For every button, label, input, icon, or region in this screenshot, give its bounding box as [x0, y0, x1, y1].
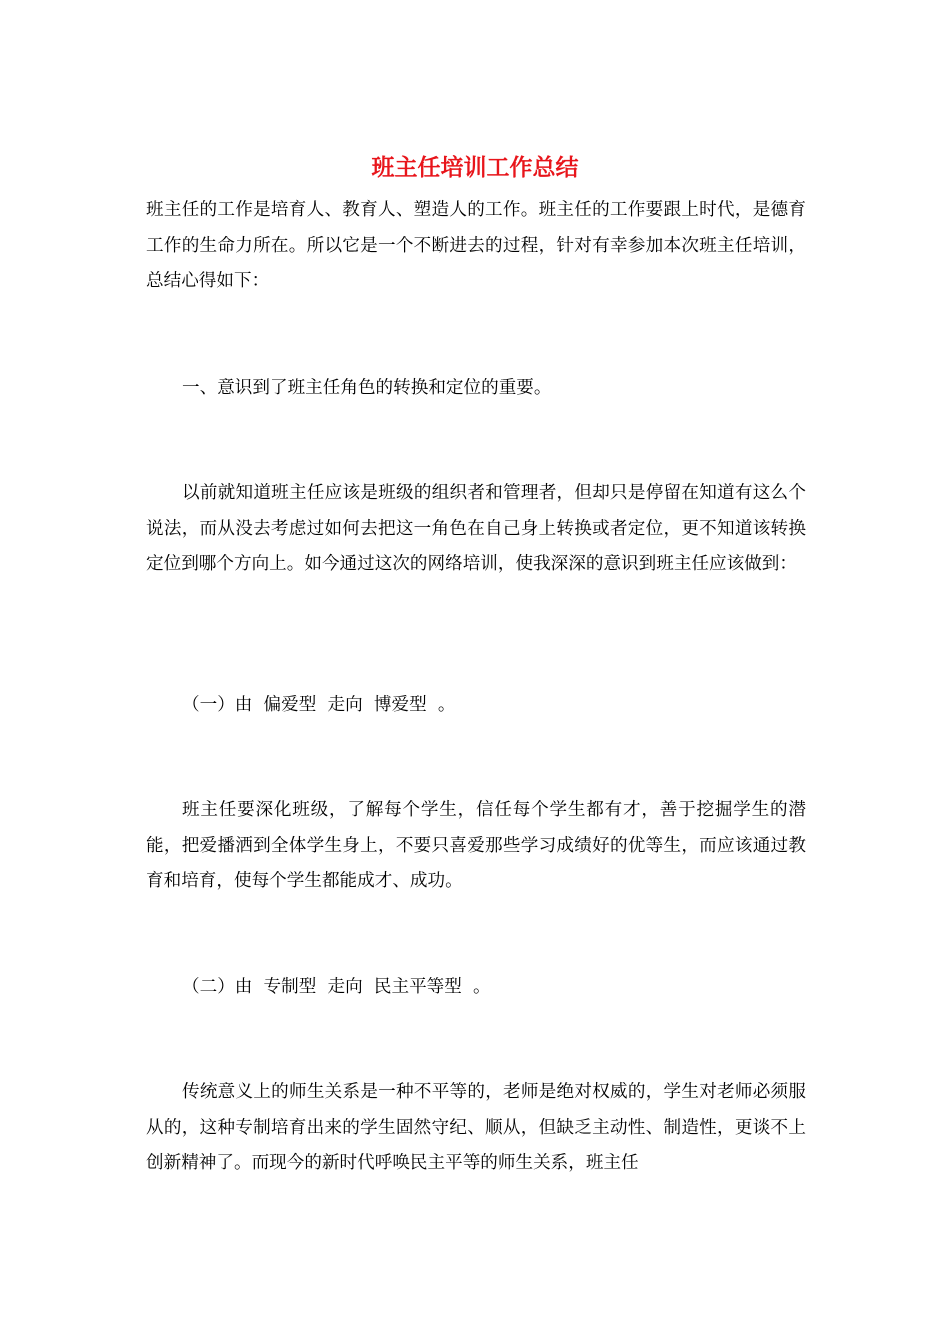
- subsection-2-paragraph: 传统意义上的师生关系是一种不平等的，老师是绝对权威的，学生对老师必须服从的，这种专制培育出来的学生固然守纪、顺从，但缺乏主动性、制造性，更谈不上创新精神了。而现今的新时代呼唤民主平等的师生关系，班主任: [146, 1082, 806, 1173]
- intro-paragraph: 班主任的工作是培育人、教育人、塑造人的工作。班主任的工作要跟上时代，是德育工作的生命力所在。所以它是一个不断进去的过程，针对有幸参加本次班主任培训，总结心得如下：: [146, 200, 806, 291]
- section-heading-1: 一、意识到了班主任角色的转换和定位的重要。: [182, 378, 552, 398]
- section-1-paragraph: 以前就知道班主任应该是班级的组织者和管理者，但却只是停留在知道有这么个说法，而从没去考虑过如何去把这一角色在自己身上转换或者定位，更不知道该转换定位到哪个方向上。如今通过这次的网络培训，使我深深的意识到班主任应该做到：: [146, 483, 806, 574]
- subsection-heading-2: （二）由 专制型 走向 民主平等型 。: [182, 977, 491, 997]
- document-title: 班主任培训工作总结: [371, 154, 579, 181]
- subsection-heading-1: （一）由 偏爱型 走向 博爱型 。: [182, 695, 456, 715]
- subsection-1-paragraph: 班主任要深化班级，了解每个学生，信任每个学生都有才，善于挖掘学生的潜能，把爱播洒到全体学生身上，不要只喜爱那些学习成绩好的优等生，而应该通过教育和培育，使每个学生都能成才、成功。: [146, 800, 806, 891]
